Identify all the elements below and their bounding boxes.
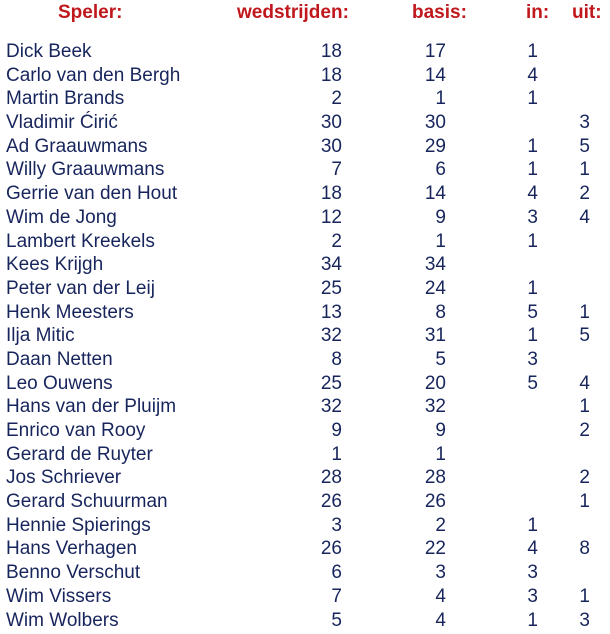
uit-value: 5 — [579, 135, 590, 157]
table-row — [0, 158, 610, 182]
games-value: 12 — [320, 206, 342, 228]
in-value: 4 — [527, 183, 538, 205]
table-row — [0, 490, 610, 514]
in-value: 4 — [527, 64, 538, 86]
table-row — [0, 182, 610, 206]
player-name: Henk Meesters — [6, 301, 134, 323]
player-name: Peter van der Leij — [6, 277, 155, 299]
in-value: 4 — [527, 538, 538, 560]
table-row — [0, 230, 610, 254]
uit-value: 4 — [579, 206, 590, 228]
basis-value: 2 — [435, 514, 446, 536]
table-row — [0, 443, 610, 467]
uit-value: 1 — [579, 301, 590, 323]
basis-value: 14 — [424, 64, 446, 86]
games-value: 7 — [331, 159, 342, 181]
basis-value: 32 — [424, 396, 446, 418]
uit-value: 1 — [579, 585, 590, 607]
basis-value: 20 — [424, 372, 446, 394]
uit-value: 3 — [579, 112, 590, 134]
player-name: Gerrie van den Hout — [6, 183, 178, 205]
games-value: 30 — [320, 112, 342, 134]
games-value: 26 — [320, 491, 342, 513]
player-name: Hans van der Pluijm — [6, 396, 177, 418]
games-value: 18 — [320, 183, 342, 205]
player-name: Martin Brands — [6, 88, 125, 110]
games-value: 6 — [331, 562, 342, 584]
in-value: 3 — [527, 206, 538, 228]
table-row — [0, 324, 610, 348]
table-row — [0, 419, 610, 443]
games-value: 3 — [331, 514, 342, 536]
table-row — [0, 253, 610, 277]
basis-value: 4 — [435, 609, 446, 631]
table-body — [0, 40, 610, 632]
basis-value: 9 — [435, 206, 446, 228]
uit-value: 2 — [579, 467, 590, 489]
in-value: 1 — [527, 514, 538, 536]
in-value: 3 — [527, 585, 538, 607]
games-value: 32 — [320, 325, 342, 347]
games-value: 28 — [320, 467, 342, 489]
player-name: Gerard de Ruyter — [6, 443, 153, 465]
table-row — [0, 64, 610, 88]
player-name: Vladimir Ćirić — [6, 112, 118, 134]
basis-value: 1 — [435, 443, 446, 465]
player-name: Jos Schriever — [6, 467, 122, 489]
header-speler: Speler: — [58, 2, 123, 23]
table-row — [0, 372, 610, 396]
games-value: 7 — [331, 585, 342, 607]
in-value: 1 — [527, 41, 538, 62]
games-value: 8 — [331, 348, 342, 370]
table-row — [0, 609, 610, 633]
table-row — [0, 585, 610, 609]
in-value: 1 — [527, 230, 538, 252]
basis-value: 14 — [424, 183, 446, 205]
table-row — [0, 537, 610, 561]
games-value: 9 — [331, 420, 342, 441]
header-wedstrijden: wedstrijden: — [237, 2, 349, 23]
header-in: in: — [526, 2, 550, 23]
in-value: 5 — [527, 301, 538, 323]
in-value: 1 — [527, 159, 538, 181]
basis-value: 4 — [435, 585, 446, 607]
player-name: Kees Krijgh — [6, 254, 104, 276]
player-name: Hans Verhagen — [6, 538, 137, 560]
player-name: Leo Ouwens — [6, 372, 113, 394]
table-row — [0, 277, 610, 301]
in-value: 1 — [527, 609, 538, 631]
in-value: 3 — [527, 562, 538, 584]
basis-value: 28 — [424, 467, 446, 489]
basis-value: 1 — [435, 230, 446, 252]
in-value: 5 — [527, 372, 538, 394]
games-value: 5 — [331, 609, 342, 631]
player-name: Enrico van Rooy — [6, 420, 146, 441]
in-value: 1 — [527, 135, 538, 157]
games-value: 2 — [331, 230, 342, 252]
player-name: Gerard Schuurman — [6, 491, 168, 513]
basis-value: 8 — [435, 301, 446, 323]
games-value: 25 — [320, 372, 342, 394]
basis-value: 24 — [424, 277, 446, 299]
uit-value: 3 — [579, 609, 590, 631]
basis-value: 6 — [435, 159, 446, 181]
basis-value: 30 — [424, 112, 446, 134]
basis-value: 17 — [424, 41, 446, 62]
table-row — [0, 395, 610, 419]
player-name: Wim de Jong — [6, 206, 117, 228]
games-value: 34 — [320, 254, 342, 276]
uit-value: 4 — [579, 372, 590, 394]
basis-value: 34 — [424, 254, 446, 276]
basis-value: 31 — [424, 325, 446, 347]
uit-value: 5 — [579, 325, 590, 347]
player-name: Hennie Spierings — [6, 514, 151, 536]
in-value: 3 — [527, 348, 538, 370]
basis-value: 9 — [435, 420, 446, 441]
player-name: Benno Verschut — [6, 562, 141, 584]
uit-value: 1 — [579, 159, 590, 181]
uit-value: 2 — [579, 183, 590, 205]
basis-value: 26 — [424, 491, 446, 513]
player-name: Wim Vissers — [6, 585, 112, 607]
games-value: 30 — [320, 135, 342, 157]
games-value: 13 — [320, 301, 342, 323]
player-name: Daan Netten — [6, 348, 113, 370]
player-name: Dick Beek — [6, 41, 92, 62]
table-row — [0, 348, 610, 372]
games-value: 32 — [320, 396, 342, 418]
header-uit: uit: — [572, 2, 602, 23]
table-row — [0, 466, 610, 490]
table-row — [0, 111, 610, 135]
player-name: Ad Graauwmans — [6, 135, 148, 157]
basis-value: 3 — [435, 562, 446, 584]
table-row — [0, 40, 610, 64]
basis-value: 29 — [424, 135, 446, 157]
basis-value: 22 — [424, 538, 446, 560]
table-row — [0, 301, 610, 325]
uit-value: 8 — [579, 538, 590, 560]
games-value: 1 — [331, 443, 342, 465]
player-name: Willy Graauwmans — [6, 159, 165, 181]
table-row — [0, 514, 610, 538]
uit-value: 1 — [579, 491, 590, 513]
games-value: 18 — [320, 41, 342, 62]
table-row — [0, 561, 610, 585]
in-value: 1 — [527, 88, 538, 110]
basis-value: 5 — [435, 348, 446, 370]
games-value: 2 — [331, 88, 342, 110]
in-value: 1 — [527, 325, 538, 347]
basis-value: 1 — [435, 88, 446, 110]
in-value: 1 — [527, 277, 538, 299]
player-name: Ilja Mitic — [6, 325, 75, 347]
header-basis: basis: — [412, 2, 467, 23]
player-name: Lambert Kreekels — [6, 230, 155, 252]
table-header-row — [0, 0, 610, 28]
player-name: Wim Wolbers — [6, 609, 119, 631]
games-value: 25 — [320, 277, 342, 299]
table-row — [0, 87, 610, 111]
uit-value: 2 — [579, 420, 590, 441]
games-value: 18 — [320, 64, 342, 86]
player-name: Carlo van den Bergh — [6, 64, 181, 86]
table-row — [0, 135, 610, 159]
table-row — [0, 206, 610, 230]
games-value: 26 — [320, 538, 342, 560]
uit-value: 1 — [579, 396, 590, 418]
